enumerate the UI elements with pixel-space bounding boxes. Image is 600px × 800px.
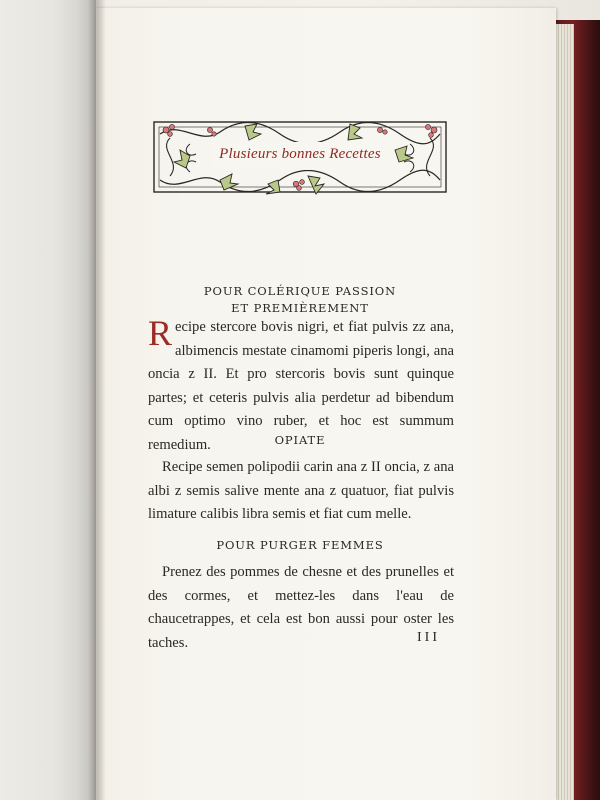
recipe-text: Recipe semen polipodii carin ana z II oncia, z ana albi z semis salive mente ana z quatuor, fiat pulvis limature calibis libra semis et fiat cum melle. [148, 459, 454, 522]
gutter-shadow [88, 0, 106, 800]
page-number: III [417, 630, 440, 645]
section-title-colerique [140, 283, 460, 317]
ornamental-headpiece [150, 116, 450, 198]
section-title-line: ET PREMIÈREMENT [231, 301, 369, 315]
headpiece-title: Plusieurs bonnes Recettes [219, 146, 381, 162]
recipe-paragraph-purger [148, 561, 454, 655]
section-title-line: POUR PURGER FEMMES [216, 538, 384, 552]
left-facing-page [0, 0, 96, 800]
recipe-text: Prenez des pommes de chesne et des prunelles et des cormes, et mettez-les dans l'eau de chaucetrappes, et cela est bon aussi pour oster les taches. [148, 564, 454, 651]
section-title-line: POUR COLÉRIQUE PASSION [203, 284, 397, 298]
drop-cap: R [148, 313, 173, 353]
recipe-text: ecipe stercore bovis nigri, et fiat pulvis zz ana, albimencis mestate cinamomi piperis longi, ana oncia z II. Et pro stercoris bovis sunt quinque partes; et ceteris pulvis alia perdetur ad bibendum cum optimo vino ruber, et hoc est summum remedium. [148, 319, 454, 453]
section-title-line: OPIATE [274, 433, 326, 447]
recipe-paragraph-opiate [148, 456, 454, 527]
section-title-purger [140, 537, 460, 554]
section-title-opiate [140, 432, 460, 449]
page-edges [556, 24, 574, 800]
